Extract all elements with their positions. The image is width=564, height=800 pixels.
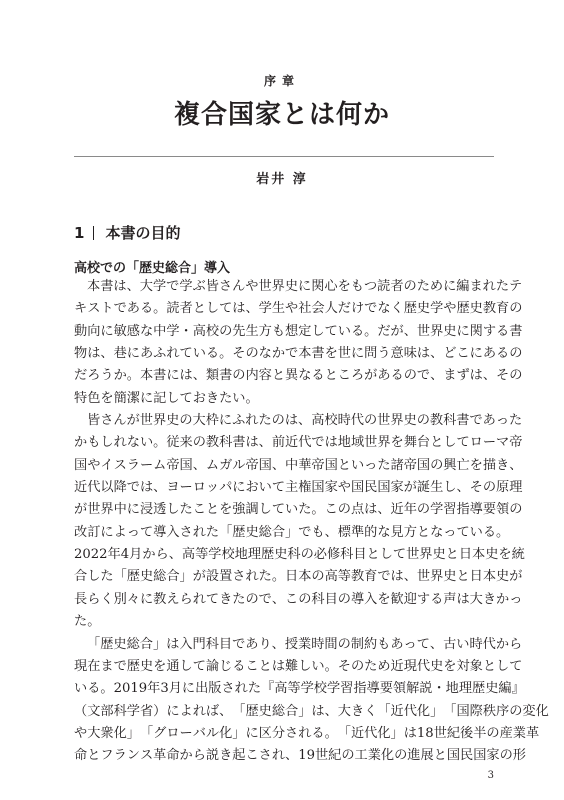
text-line: 長 ら く 別 々 に 教 え ら れ て き た の で 、 こ の 科 目 の 導 入 を 歓 迎 す る 声 は 大 き か っ	[74, 591, 523, 607]
text-line: （ 文 部 科 学 省 ） に よ れ ば 、 「 歴 史 総 合 」 は 、 大 き く 「 近 代 化 」 「 国 際 秩 序 の 変 化	[74, 703, 549, 719]
section-number: 1	[74, 223, 85, 242]
body-text	[74, 276, 549, 768]
subheading: 高校での「歴史総合」導入	[74, 261, 231, 276]
text-line: 皆 さ ん が 世 界 史 の 大 枠 に ふ れ た の は 、 高 校 時 代 の 世 界 史 の 教 科 書 で あ っ た	[87, 413, 523, 429]
text-line: 物 は 、 巷 に あ ふ れ て い る 。 そ の な か で 本 書 を 世 に 問 う 意 味 は 、 ど こ に あ る の	[74, 346, 523, 362]
text-line: か も し れ な い 。 従 来 の 教 科 書 は 、 前 近 代 で は 地 域 世 界 を 舞 台 と し て ロ ー マ 帝	[74, 435, 523, 451]
text-line: 本 書 は 、 大 学 で 学 ぶ 皆 さ ん や 世 界 史 に 関 心 を も つ 読 者 の た め に 編 ま れ た テ	[87, 279, 523, 294]
text-line: 「 歴 史 総 合 」 は 入 門 科 目 で あ り 、 授 業 時 間 の 制 約 も あ っ て 、 古 い 時 代 か ら	[87, 636, 523, 652]
text-line: が 世 界 中 に 浸 透 し た こ と を 強 調 し て い た 。 こ の 点 は 、 近 年 の 学 習 指 導 要 領 の	[74, 502, 523, 518]
page-number: 3	[487, 770, 494, 781]
text-line: 2022 年 4 月 か ら 、 高 等 学 校 地 理 歴 史 科 の 必 修 科 目 と し て 世 界 史 と 日 本 史 を 統	[74, 547, 525, 563]
chapter-label: 序章	[263, 74, 300, 88]
title-divider	[74, 156, 494, 157]
section-title: 本書の目的	[105, 224, 181, 242]
text-line: 改 訂 に よ っ て 導 入 さ れ た 「 歴 史 総 合 」 で も 、 標 準 的 な 見 方 と な っ て い る 。	[74, 524, 510, 540]
text-line: い る 。 2019 年 3 月 に 出 版 さ れ た 『 高 等 学 校 学 習 指 導 要 領 解 説 ・ 地 理 歴 史 編 』	[74, 681, 525, 697]
author-name: 岩井 淳	[256, 172, 308, 187]
text-line: 命 と フ ラ ン ス 革 命 か ら 説 き 起 こ さ れ 、 19 世 紀 の 工 業 化 の 進 展 と 国 民 国 家 の 形	[74, 748, 526, 764]
section-heading	[74, 222, 180, 243]
text-line: 国 や イ ス ラ ー ム 帝 国 、 ム ガ ル 帝 国 、 中 華 帝 国 と い っ た 諸 帝 国 の 興 亡 を 描 き 、	[74, 457, 523, 473]
text-line: キ ス ト で あ る 。 読 者 と し て は 、 学 生 や 社 会 人 だ け で な く 歴 史 学 や 歴 史 教 育 の	[74, 301, 523, 317]
text-line: た 。	[74, 614, 101, 630]
chapter-title: 複合国家とは何か	[173, 100, 390, 130]
text-line: 動 向 に 敏 感 な 中 学 ・ 高 校 の 先 生 方 も 想 定 し て い る 。 だ が 、 世 界 史 に 関 す る 書	[74, 323, 523, 339]
text-line: だ ろ う か 。 本 書 に は 、 類 書 の 内 容 と 異 な る と こ ろ が あ る の で 、 ま ず は 、 そ の	[74, 368, 523, 384]
text-line: 特 色 を 簡 潔 に 記 し て お き た い 。	[74, 390, 259, 406]
section-separator	[93, 226, 94, 240]
text-line: 現 在 ま で 歴 史 を 通 し て 論 じ る こ と は 難 し い 。 そ の た め 近 現 代 史 を 対 象 と し て	[74, 658, 523, 674]
text-line: 近 代 以 降 で は 、 ヨ ー ロ ッ パ に お い て 主 権 国 家 や 国 民 国 家 が 誕 生 し 、 そ の 原 理	[74, 480, 523, 496]
text-line: や 大 衆 化 」 「 グ ロ ー バ ル 化 」 に 区 分 さ れ る 。 「 近 代 化 」 は 18 世 紀 後 半 の 産 業 革	[74, 725, 540, 741]
text-line: 合 し た 「 歴 史 総 合 」 が 設 置 さ れ た 。 日 本 の 高 等 教 育 で は 、 世 界 史 と 日 本 史 が	[74, 569, 523, 585]
